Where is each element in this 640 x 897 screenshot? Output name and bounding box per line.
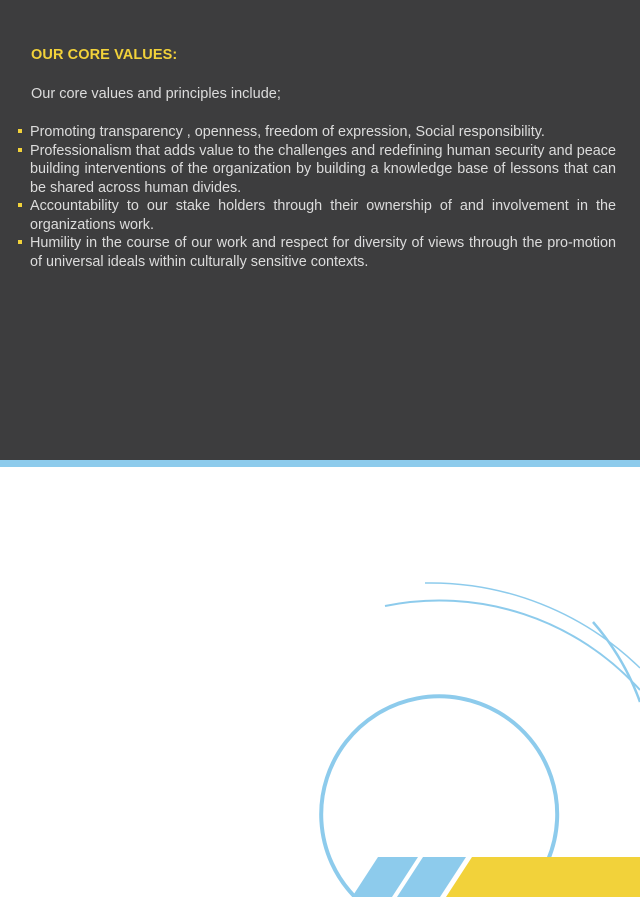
list-item: [18, 123, 616, 142]
square-bullet-icon: [18, 240, 22, 244]
list-item: [18, 234, 616, 271]
list-item: [18, 197, 616, 234]
blue-band-left: [352, 857, 418, 897]
value-text: Humility in the course of our work and respect for diversity of views through the pro-motion of universal ideals within culturally sensitive contexts.: [30, 235, 616, 270]
core-values-intro: Our core values and principles include;: [31, 86, 281, 102]
square-bullet-icon: [18, 203, 22, 207]
outer-arc: [385, 601, 640, 690]
outer-arc-thin: [425, 583, 640, 668]
blue-divider-stripe: [0, 460, 640, 467]
right-edge-arc: [593, 622, 640, 702]
blue-band-right: [397, 857, 466, 897]
inner-circle-arc: [321, 696, 557, 897]
square-bullet-icon: [18, 148, 22, 152]
core-values-heading: OUR CORE VALUES:: [31, 47, 178, 63]
yellow-band: [446, 857, 640, 897]
value-text: Accountability to our stake holders through their ownership of and involvement in the organizations work.: [30, 198, 616, 233]
value-text: Professionalism that adds value to the challenges and redefining human security and peace building interventions of the organization by building a knowledge base of lessons that can be shared across human divides.: [30, 142, 616, 196]
square-bullet-icon: [18, 129, 22, 133]
core-values-list: [18, 123, 616, 271]
value-text: Promoting transparency , openness, freedom of expression, Social responsibility.: [30, 124, 545, 140]
list-item: [18, 142, 616, 198]
